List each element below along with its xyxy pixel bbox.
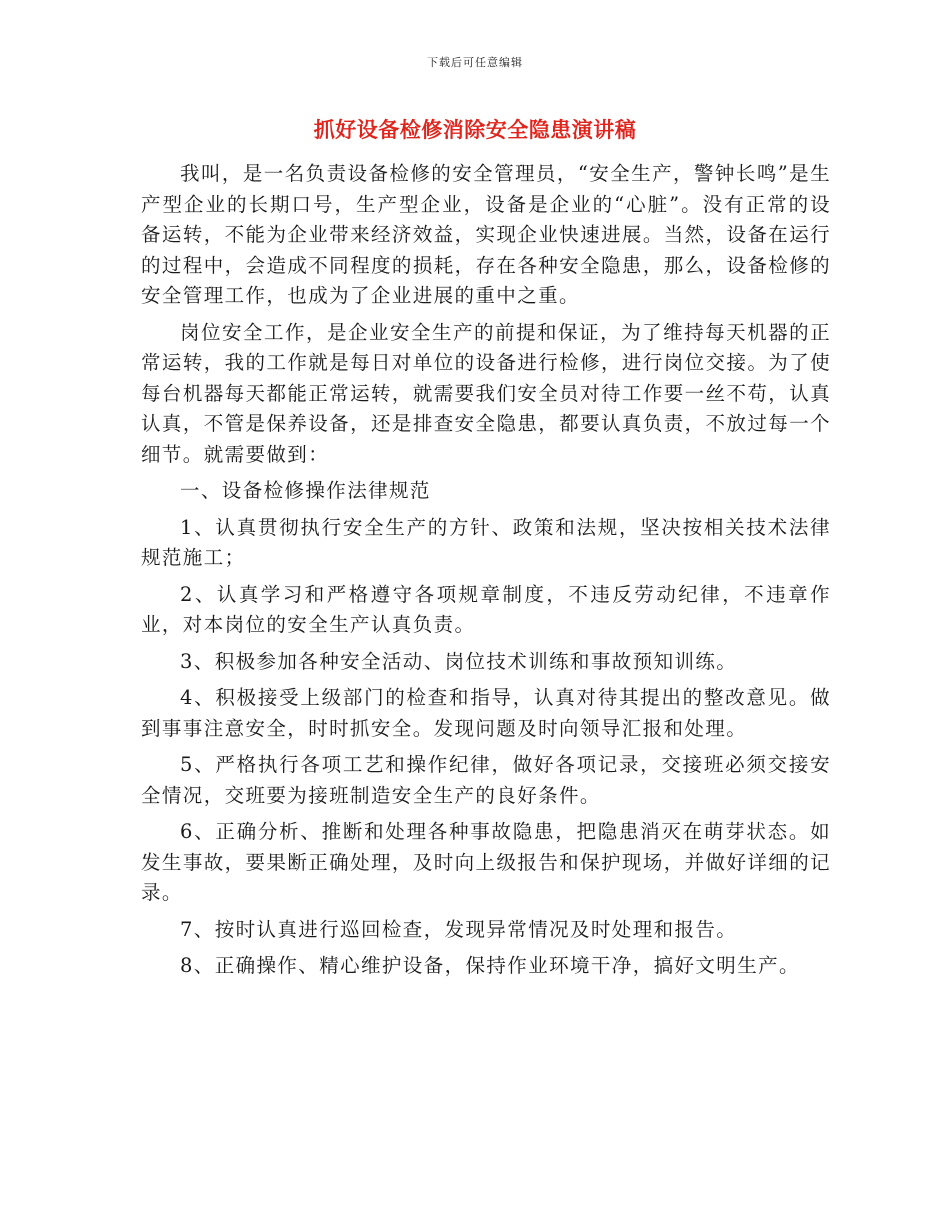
list-item: 4、积极接受上级部门的检查和指导，认真对待其提出的整改意见。做到事事注意安全，时时抓安全。发现问题及时向领导汇报和处理。 <box>141 686 831 740</box>
document-body <box>141 159 831 988</box>
header-note: 下载后可任意编辑 <box>427 56 523 69</box>
paragraph-intro: 我叫，是一名负责设备检修的安全管理员，“安全生产，警钟长鸣”是生产型企业的长期口号，生产型企业，设备是企业的“心脏”。没有正常的设备运转，不能为企业带来经济效益，实现企业快速进展。当然，设备在运行的过程中，会造成不同程度的损耗，存在各种安全隐患，那么，设备检修的安全管理工作，也成为了企业进展的重中之重。 <box>141 162 831 307</box>
list-item: 8、正确操作、精心维护设备，保持作业环境干净，搞好文明生产。 <box>180 954 800 977</box>
list-item: 2、认真学习和严格遵守各项规章制度，不违反劳动纪律，不违章作业，对本岗位的安全生产认真负责。 <box>141 582 831 636</box>
list-item: 1、认真贯彻执行安全生产的方针、政策和法规，坚决按相关技术法律规范施工； <box>141 515 831 569</box>
list-item: 5、严格执行各项工艺和操作纪律，做好各项记录，交接班必须交接安全情况，交班要为接班制造安全生产的良好条件。 <box>141 753 831 807</box>
document-title: 抓好设备检修消除安全隐患演讲稿 <box>313 118 637 142</box>
section-heading: 一、设备检修操作法律规范 <box>180 479 431 502</box>
paragraph-post-safety: 岗位安全工作，是企业安全生产的前提和保证，为了维持每天机器的正常运转，我的工作就是每日对单位的设备进行检修，进行岗位交接。为了使每台机器每天都能正常运转，就需要我们安全员对待工作要一丝不苟，认真认真，不管是保养设备，还是排查安全隐患，都要认真负责，不放过每一个细节。就需要做到： <box>141 320 831 466</box>
list-item: 6、正确分析、推断和处理各种事故隐患，把隐患消灭在萌芽状态。如发生事故，要果断正确处理，及时向上级报告和保护现场，并做好详细的记录。 <box>141 820 831 904</box>
list-item: 7、按时认真进行巡回检查，发现异常情况及时处理和报告。 <box>180 917 738 941</box>
list-item: 3、积极参加各种安全活动、岗位技术训练和事故预知训练。 <box>180 649 738 673</box>
